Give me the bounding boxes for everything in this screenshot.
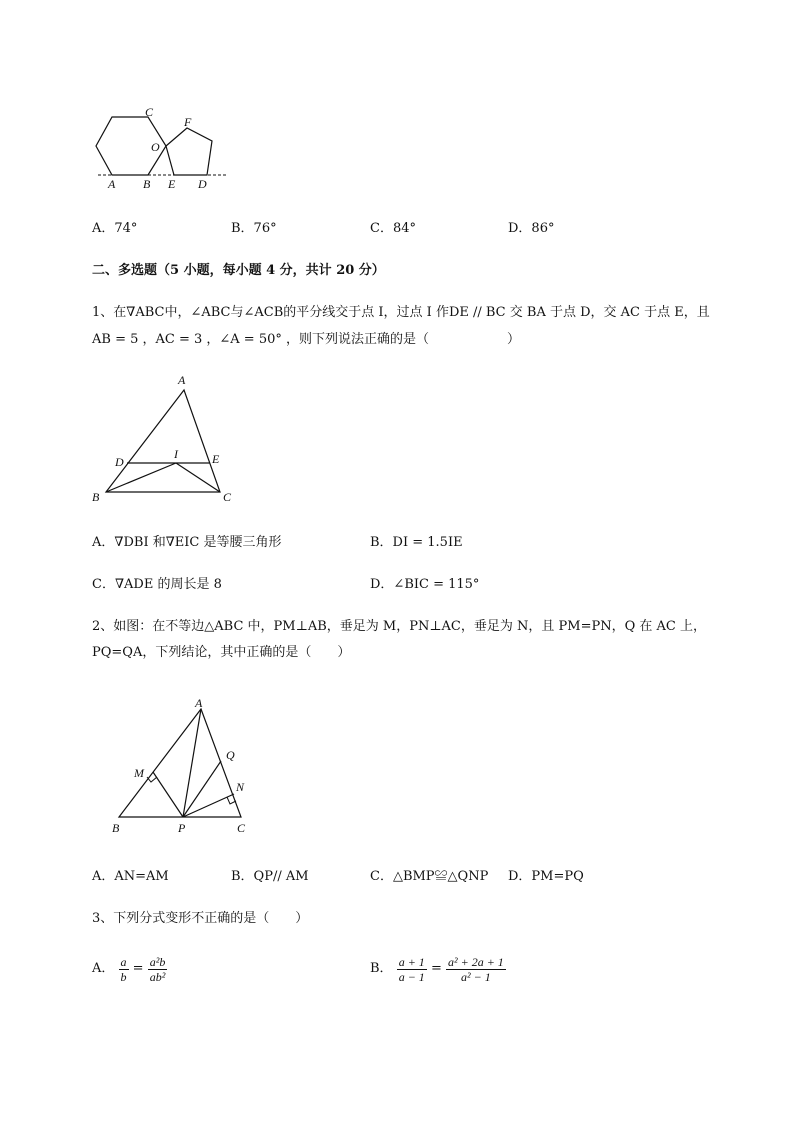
q3-a-left-num: a bbox=[120, 954, 127, 969]
q3-b-right-den: a² − 1 bbox=[461, 969, 491, 984]
label-m: M bbox=[134, 766, 144, 780]
q2-option-b[interactable]: B．QP// AM bbox=[231, 869, 309, 884]
q2-stem-line2: PQ=QA，下列结论，其中正确的是（ ） bbox=[92, 645, 351, 660]
label-a: A bbox=[178, 373, 186, 387]
label-c: C bbox=[223, 490, 232, 504]
q3-option-a-label: A． bbox=[92, 961, 115, 976]
label-a: A bbox=[108, 177, 116, 191]
q2-option-c[interactable]: C．△BMP≌△QNP bbox=[370, 869, 489, 884]
segment-ci bbox=[176, 463, 220, 492]
q3-a-equals: = bbox=[132, 961, 144, 976]
q3-option-b[interactable] bbox=[370, 952, 506, 986]
label-b: B bbox=[92, 490, 100, 504]
label-d: D bbox=[115, 455, 124, 469]
q3-a-right-den: ab² bbox=[149, 969, 166, 984]
prev-option-a[interactable]: A．74° bbox=[92, 221, 138, 236]
q3-b-left-num: a + 1 bbox=[398, 954, 425, 969]
q2-option-a[interactable]: A．AN=AM bbox=[92, 869, 169, 884]
label-e: E bbox=[168, 177, 176, 191]
triangle-abc bbox=[106, 390, 220, 492]
q3-b-equals: = bbox=[430, 961, 442, 976]
q2-option-d[interactable]: D．PM=PQ bbox=[508, 869, 584, 884]
q3-b-right-fraction bbox=[446, 955, 506, 984]
triangle-abc bbox=[119, 709, 241, 817]
q3-b-left-fraction bbox=[397, 955, 427, 984]
label-f: F bbox=[184, 115, 192, 129]
figure-hexagon-pentagon bbox=[90, 105, 240, 195]
label-e: E bbox=[212, 452, 220, 466]
pentagon-shape bbox=[166, 128, 212, 175]
label-i: I bbox=[174, 447, 178, 461]
prev-option-b[interactable]: B．76° bbox=[231, 221, 277, 236]
q3-a-right-fraction bbox=[148, 955, 168, 984]
q3-option-b-label: B． bbox=[370, 961, 393, 976]
section-heading: 二、多选题（5 小题，每小题 4 分，共计 20 分） bbox=[92, 263, 385, 278]
label-b: B bbox=[143, 177, 151, 191]
label-o: O bbox=[151, 140, 160, 154]
q2-stem-line1: 2、如图：在不等边△ABC 中，PM⊥AB，垂足为 M，PN⊥AC，垂足为 N，且 PM=PN，Q 在 AC 上， bbox=[92, 619, 706, 634]
q3-a-right-num: a²b bbox=[149, 954, 166, 969]
label-p: P bbox=[178, 821, 186, 835]
prev-option-c[interactable]: C．84° bbox=[370, 221, 416, 236]
figure-q1-triangle bbox=[88, 370, 238, 505]
label-a: A bbox=[195, 696, 203, 710]
q1-option-d[interactable]: D．∠BIC = 115° bbox=[370, 577, 480, 592]
label-n: N bbox=[236, 780, 245, 794]
figure-q2-triangle bbox=[105, 695, 265, 840]
q3-a-left-den: b bbox=[120, 969, 127, 984]
label-c: C bbox=[145, 105, 154, 119]
q3-b-right-num: a² + 2a + 1 bbox=[448, 954, 504, 969]
q3-b-left-den: a − 1 bbox=[398, 969, 425, 984]
q3-stem: 3、下列分式变形不正确的是（ ） bbox=[92, 911, 309, 926]
q1-option-a[interactable]: A．∇DBI 和∇EIC 是等腰三角形 bbox=[92, 535, 282, 550]
segment-pm bbox=[153, 772, 183, 817]
label-q: Q bbox=[226, 748, 235, 762]
prev-option-d[interactable]: D．86° bbox=[508, 221, 555, 236]
q1-stem-line2: AB = 5 ，AC = 3 ，∠A = 50° ，则下列说法正确的是（ ） bbox=[92, 332, 521, 347]
q1-option-b[interactable]: B．DI = 1.5IE bbox=[370, 535, 463, 550]
q3-a-left-fraction bbox=[119, 955, 129, 984]
label-d: D bbox=[198, 177, 207, 191]
label-b: B bbox=[112, 821, 120, 835]
q1-option-c[interactable]: C．∇ADE 的周长是 8 bbox=[92, 577, 222, 592]
segment-ap bbox=[183, 709, 201, 817]
q1-stem-line1: 1、在∇ABC中，∠ABC与∠ACB的平分线交于点 I，过点 I 作DE // BC 交 BA 于点 D，交 AC 于点 E，且 bbox=[92, 305, 710, 320]
label-c: C bbox=[237, 821, 246, 835]
q3-option-a[interactable] bbox=[92, 952, 167, 986]
